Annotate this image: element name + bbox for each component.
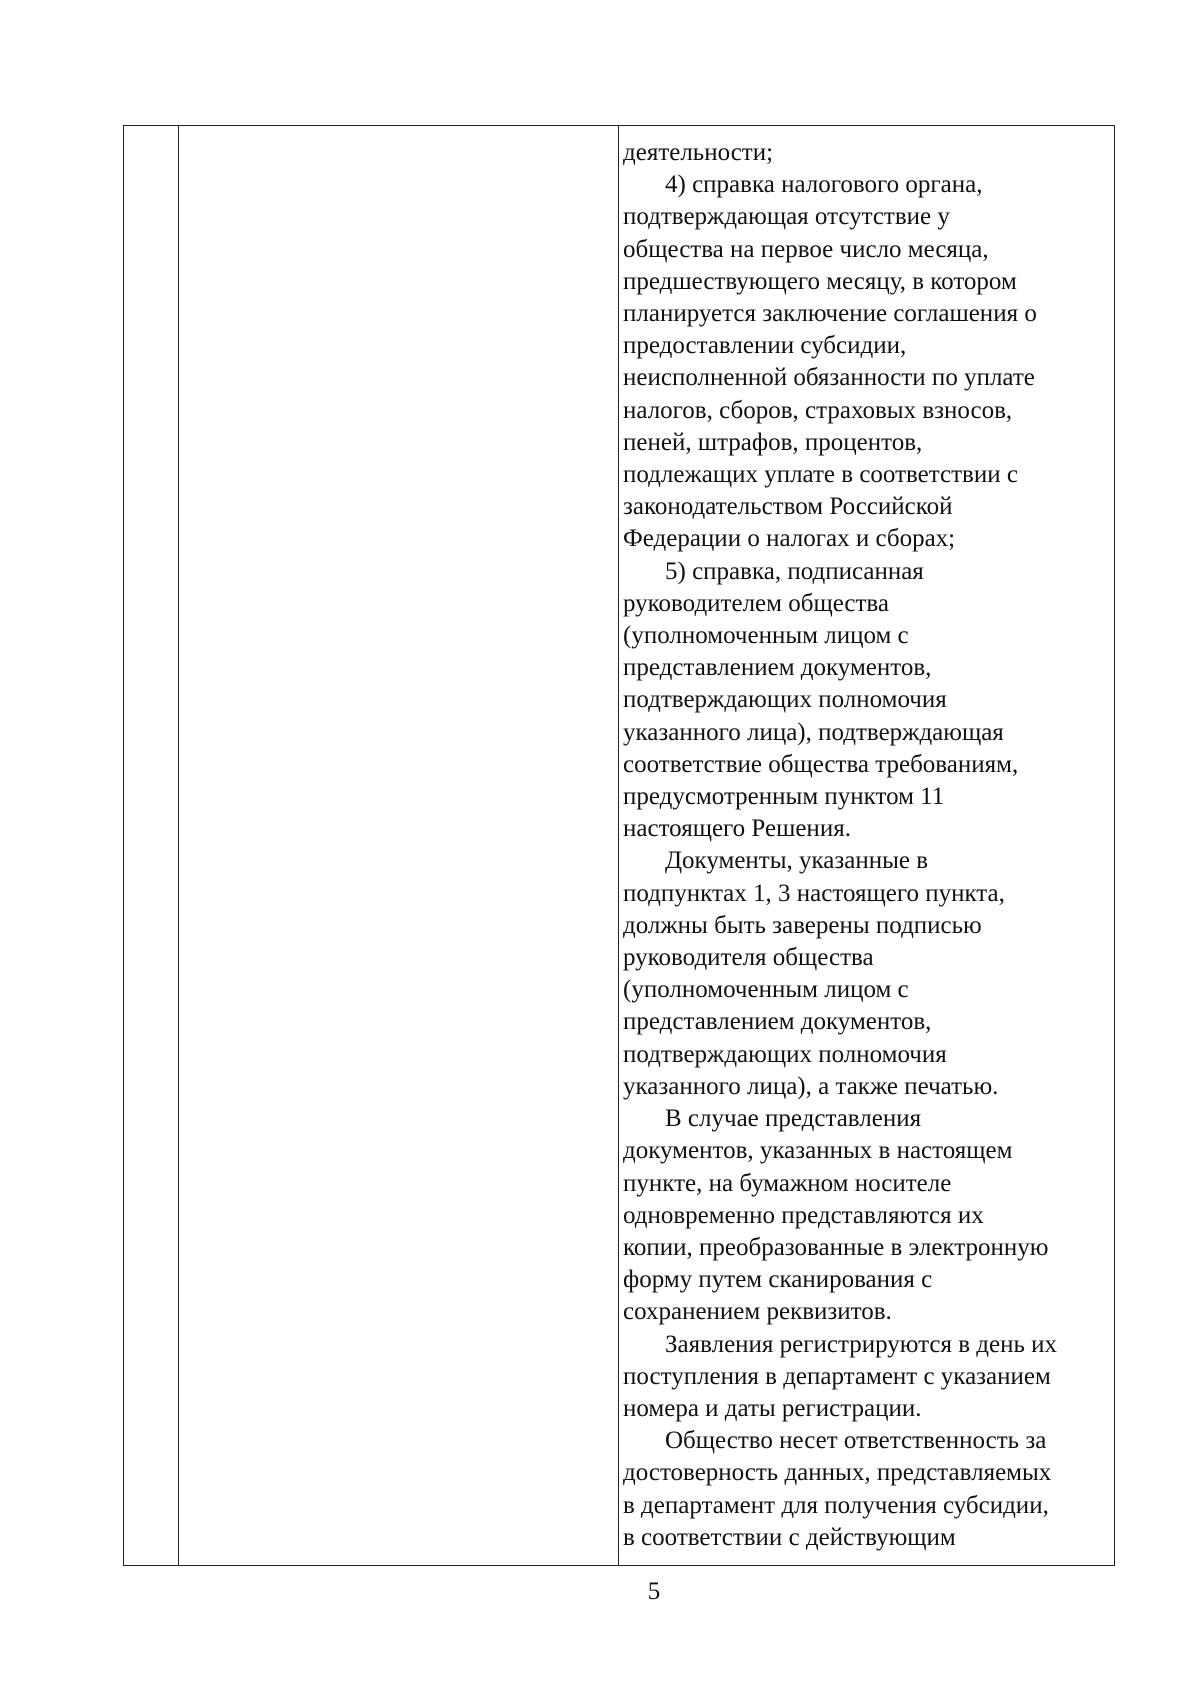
- text-line: указанного лица), а также печатью.: [623, 1072, 999, 1100]
- page-number: 5: [647, 1578, 661, 1605]
- text-line: пеней, штрафов, процентов,: [623, 428, 923, 456]
- text-line: подпунктах 1, 3 настоящего пункта,: [623, 879, 1005, 907]
- text-line: представлением документов,: [623, 654, 932, 682]
- text-line: Документы, указанные в: [665, 847, 929, 875]
- text-line: (уполномоченным лицом с: [623, 976, 909, 1004]
- text-line: руководителем общества: [623, 589, 890, 617]
- text-line: в департамент для получения субсидии,: [623, 1491, 1049, 1519]
- text-line: налогов, сборов, страховых взносов,: [623, 396, 1013, 424]
- text-line: 4) справка налогового органа,: [665, 171, 983, 199]
- text-line: предоставлении субсидии,: [623, 332, 907, 360]
- text-line: предшествующего месяцу, в котором: [623, 267, 1017, 295]
- text-line: сохранением реквизитов.: [623, 1298, 892, 1326]
- text-line: номера и даты регистрации.: [623, 1394, 922, 1422]
- table-column-divider: [618, 126, 619, 1565]
- text-line: соответствие общества требованиям,: [623, 750, 1019, 778]
- text-line: поступления в департамент с указанием: [623, 1362, 1051, 1390]
- text-line: Общество несет ответственность за: [665, 1427, 1047, 1455]
- text-line: представлением документов,: [623, 1008, 932, 1036]
- text-line: (уполномоченным лицом с: [623, 622, 909, 650]
- text-line: законодательством Российской: [623, 493, 953, 521]
- text-line: должны быть заверены подписью: [623, 911, 982, 939]
- text-line: деятельности;: [623, 139, 774, 166]
- text-line: Федерации о налогах и сборах;: [623, 525, 956, 553]
- text-line: 5) справка, подписанная: [665, 557, 924, 585]
- table-text-cell: [623, 137, 1107, 1554]
- text-line: подлежащих уплате в соответствии с: [623, 461, 1018, 489]
- table-column-divider: [178, 126, 179, 1565]
- text-line: В случае представления: [665, 1105, 922, 1133]
- text-line: достоверность данных, представляемых: [623, 1459, 1052, 1487]
- document-table: [123, 125, 1115, 1566]
- text-line: подтверждающая отсутствие у: [623, 203, 950, 231]
- text-line: Заявления регистрируются в день их: [665, 1330, 1057, 1358]
- text-line: планируется заключение соглашения о: [623, 300, 1037, 328]
- text-line: руководителя общества: [623, 944, 874, 972]
- text-line: неисполненной обязанности по уплате: [623, 364, 1035, 392]
- text-line: настоящего Решения.: [623, 815, 851, 843]
- text-line: копии, преобразованные в электронную: [623, 1233, 1049, 1261]
- text-line: подтверждающих полномочия: [623, 686, 947, 714]
- text-line: подтверждающих полномочия: [623, 1040, 947, 1068]
- text-line: указанного лица), подтверждающая: [623, 718, 1004, 746]
- text-line: одновременно представляются их: [623, 1201, 984, 1229]
- text-line: предусмотренным пунктом 11: [623, 783, 945, 811]
- text-line: пункте, на бумажном носителе: [623, 1169, 952, 1197]
- text-line: форму путем сканирования с: [623, 1266, 933, 1294]
- text-line: общества на первое число месяца,: [623, 235, 989, 263]
- text-line: документов, указанных в настоящем: [623, 1137, 1013, 1165]
- text-line: в соответствии с действующим: [623, 1523, 956, 1551]
